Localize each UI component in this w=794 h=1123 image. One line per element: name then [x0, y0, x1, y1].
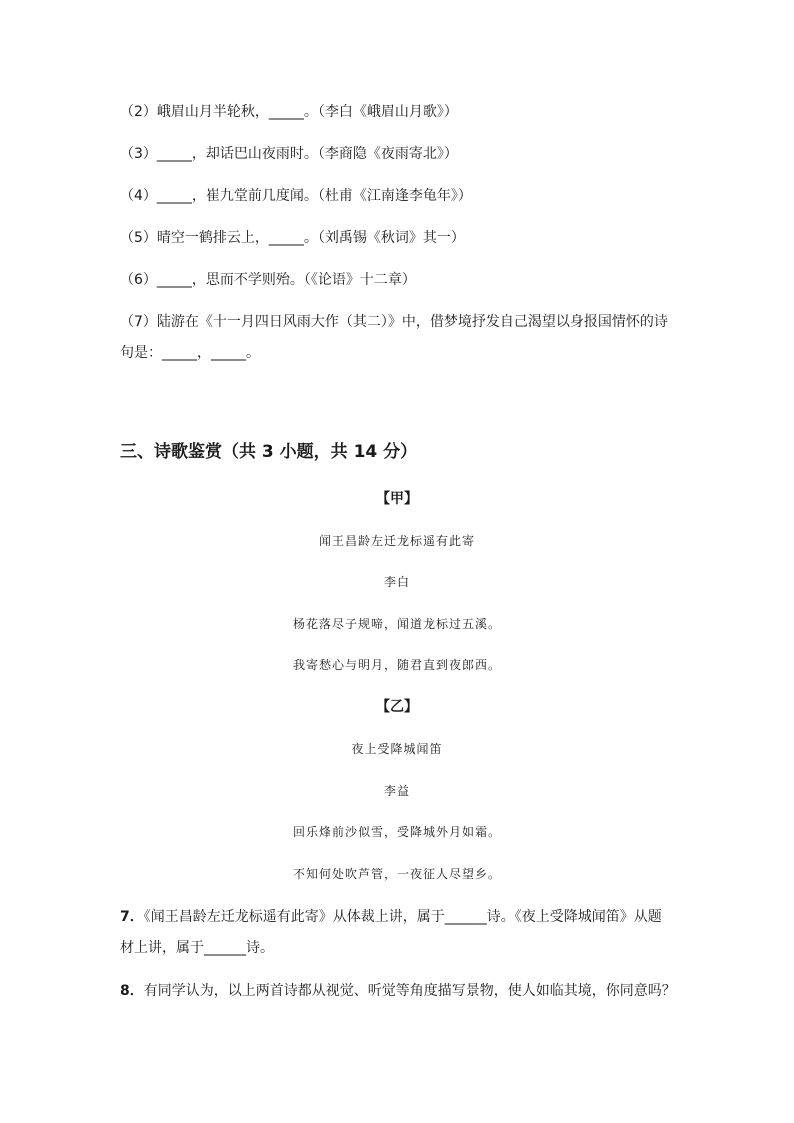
fill-item-3: （3）_____，却话巴山夜雨时。（李商隐《夜雨寄北》）: [120, 146, 458, 162]
question-8-number: 8．: [120, 983, 144, 999]
question-7-line2: 材上讲，属于______诗。: [120, 940, 274, 956]
question-8-text: 有同学认为，以上两首诗都从视觉、听觉等角度描写景物，使人如临其境，你同意吗？: [143, 983, 676, 999]
fill-item-6: （6）_____，思而不学则殆。（《论语》十二章）: [120, 272, 416, 288]
poem-yi-title: 夜上受降城闻笛: [351, 742, 443, 756]
section-title: 三、诗歌鉴赏（共 3 小题，共 14 分）: [120, 442, 418, 462]
poem-yi-label: 【乙】: [376, 699, 418, 715]
poem-jia-label: 【甲】: [376, 491, 418, 507]
fill-item-2: （2）峨眉山月半轮秋，_____。（李白《峨眉山月歌》）: [120, 104, 458, 120]
poem-jia-line-1: 杨花落尽子规啼，闻道龙标过五溪。: [292, 617, 501, 631]
poem-jia-author: 李白: [383, 575, 410, 589]
fill-item-5: （5）晴空一鹤排云上，_____。（刘禹锡《秋词》其一）: [120, 230, 465, 246]
fill-item-7-line1: （7）陆游在《十一月四日风雨大作（其二）》中，借梦境抒发自己渴望以身报国情怀的诗: [120, 314, 668, 330]
fill-item-4: （4）_____，崔九堂前几度闻。（杜甫《江南逢李龟年》）: [120, 188, 472, 204]
poem-yi-line-1: 回乐烽前沙似雪，受降城外月如霜。: [292, 825, 501, 839]
fill-item-7-line2: 句是：_____，_____。: [120, 345, 260, 361]
poem-yi-author: 李益: [383, 784, 410, 798]
question-7-line1: [120, 907, 662, 927]
question-8-line1: [120, 981, 676, 1001]
question-7-text: 《闻王昌龄左迁龙标遥有此寄》从体裁上讲，属于______诗。《夜上受降城闻笛》从题: [143, 909, 662, 925]
poem-jia-title: 闻王昌龄左迁龙标遥有此寄: [318, 534, 475, 548]
question-7-number: 7．: [120, 909, 144, 925]
poem-jia-line-2: 我寄愁心与明月，随君直到夜郎西。: [292, 658, 501, 672]
poem-yi-line-2: 不知何处吹芦管，一夜征人尽望乡。: [292, 867, 501, 881]
